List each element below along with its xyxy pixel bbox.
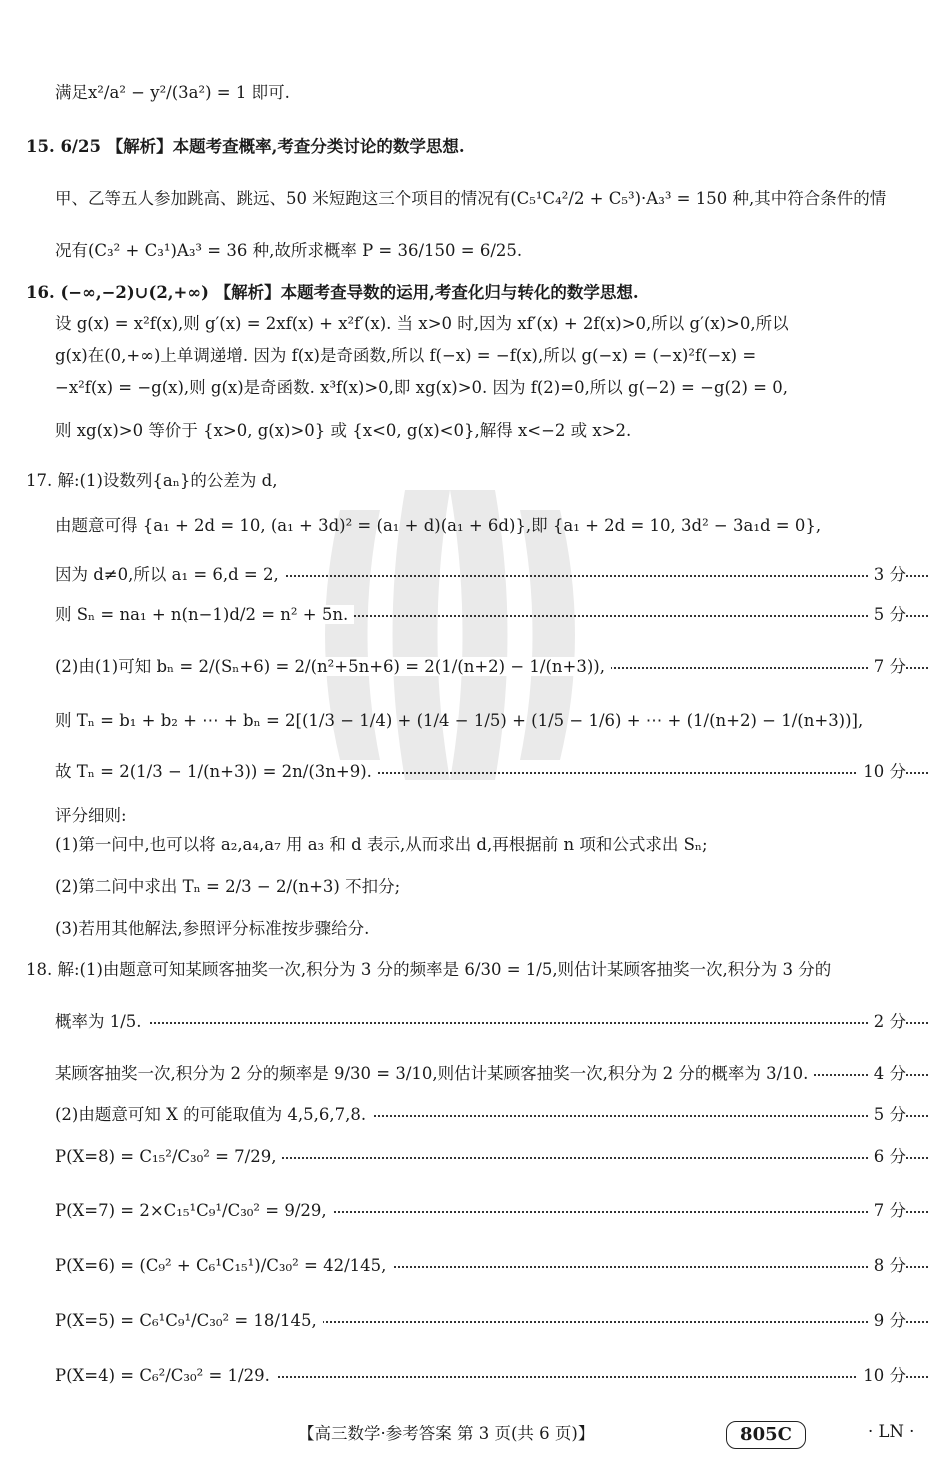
line-15: 故 Tₙ = 2(1/3 − 1/(n+3)) = 2n/(3n+9).: [55, 762, 378, 781]
line-12: 则 Sₙ = na₁ + n(n−1)d/2 = n² + 5n.: [55, 605, 354, 624]
line-18: (2)第二问中求出 Tₙ = 2/3 − 2/(n+3) 不扣分;: [55, 877, 401, 896]
score-28: 10 分: [857, 1365, 906, 1387]
score-27: 9 分: [868, 1310, 906, 1332]
score-24: 6 分: [868, 1146, 906, 1168]
scored-line: [55, 604, 928, 626]
scored-line: [55, 1255, 928, 1277]
line-22: 某顾客抽奖一次,积分为 2 分的频率是 9/30 = 3/10,则估计某顾客抽奖一次,积分为 2 分的概率为 3/10.: [55, 1064, 814, 1083]
score-22: 4 分: [868, 1063, 906, 1085]
line-13: (2)由(1)可知 bₙ = 2/(Sₙ+6) = 2/(n²+5n+6) = 2(1/(n+2) − 1/(n+3)),: [55, 657, 611, 676]
line-26: P(X=6) = (C₉² + C₆¹C₁₅¹)/C₃₀² = 42/145,: [55, 1256, 392, 1275]
line-4: 16. (−∞,−2)∪(2,+∞) 【解析】本题考查导数的运用,考查化归与转化的数学思想.: [26, 283, 639, 302]
line-6: g(x)在(0,+∞)上单调递增. 因为 f(x)是奇函数,所以 f(−x) = −f(x),所以 g(−x) = (−x)²f(−x) =: [55, 346, 757, 365]
score-15: 10 分: [857, 761, 906, 783]
line-0: 满足x²/a² − y²/(3a²) = 1 即可.: [55, 83, 290, 102]
line-3: 况有(C₃² + C₃¹)A₃³ = 36 种,故所求概率 P = 36/150 = 6/25.: [55, 241, 523, 260]
line-24: P(X=8) = C₁₅²/C₃₀² = 7/29,: [55, 1147, 282, 1166]
line-28: P(X=4) = C₆²/C₃₀² = 1/29.: [55, 1366, 276, 1385]
footer-title: 【高三数学·参考答案 第 3 页(共 6 页)】: [298, 1424, 595, 1443]
region-mark: · LN ·: [868, 1422, 915, 1441]
line-27: P(X=5) = C₆¹C₉¹/C₃₀² = 18/145,: [55, 1311, 323, 1330]
scored-line: [55, 1365, 928, 1387]
line-9: 17. 解:(1)设数列{aₙ}的公差为 d,: [26, 471, 278, 490]
line-23: (2)由题意可知 X 的可能取值为 4,5,6,7,8.: [55, 1105, 372, 1124]
score-12: 5 分: [868, 604, 906, 626]
scored-line: [55, 564, 928, 586]
score-25: 7 分: [868, 1200, 906, 1222]
scored-line: [55, 761, 928, 783]
line-25: P(X=7) = 2×C₁₅¹C₉¹/C₃₀² = 9/29,: [55, 1201, 333, 1220]
scored-line: [55, 1146, 928, 1168]
scored-line: [55, 1063, 928, 1085]
line-7: −x²f(x) = −g(x),则 g(x)是奇函数. x³f(x)>0,即 xg(x)>0. 因为 f(2)=0,所以 g(−2) = −g(2) = 0,: [55, 378, 788, 397]
score-23: 5 分: [868, 1104, 906, 1126]
paper-code-badge: 805C: [726, 1421, 806, 1449]
line-17: (1)第一问中,也可以将 a₂,a₄,a₇ 用 a₃ 和 d 表示,从而求出 d,再根据前 n 项和公式求出 Sₙ;: [55, 835, 708, 854]
line-14: 则 Tₙ = b₁ + b₂ + ⋯ + bₙ = 2[(1/3 − 1/4) + (1/4 − 1/5) + (1/5 − 1/6) + ⋯ + (1/(n+2) − 1/(n+3))],: [55, 711, 864, 730]
line-21: 概率为 1/5.: [55, 1012, 148, 1031]
line-5: 设 g(x) = x²f(x),则 g′(x) = 2xf(x) + x²f′(x). 当 x>0 时,因为 xf′(x) + 2f(x)>0,所以 g′(x)>0,所以: [55, 314, 789, 333]
score-13: 7 分: [868, 656, 906, 678]
line-16: 评分细则:: [55, 806, 127, 825]
score-21: 2 分: [868, 1011, 906, 1033]
line-10: 由题意可得 {a₁ + 2d = 10, (a₁ + 3d)² = (a₁ + d)(a₁ + 6d)},即 {a₁ + 2d = 10, 3d² − 3a₁d = 0},: [55, 516, 822, 535]
score-11: 3 分: [868, 564, 906, 586]
line-1: 15. 6/25 【解析】本题考查概率,考查分类讨论的数学思想.: [26, 137, 465, 156]
line-8: 则 xg(x)>0 等价于 {x>0, g(x)>0} 或 {x<0, g(x)<0},解得 x<−2 或 x>2.: [55, 421, 632, 440]
scored-line: [55, 656, 928, 678]
line-19: (3)若用其他解法,参照评分标准按步骤给分.: [55, 919, 370, 938]
line-20: 18. 解:(1)由题意可知某顾客抽奖一次,积分为 3 分的频率是 6/30 = 1/5,则估计某顾客抽奖一次,积分为 3 分的: [26, 960, 832, 979]
score-26: 8 分: [868, 1255, 906, 1277]
scored-line: [55, 1104, 928, 1126]
scored-line: [55, 1310, 928, 1332]
scored-line: [55, 1200, 928, 1222]
line-11: 因为 d≠0,所以 a₁ = 6,d = 2,: [55, 565, 285, 584]
scored-line: [55, 1011, 928, 1033]
line-2: 甲、乙等五人参加跳高、跳远、50 米短跑这三个项目的情况有(C₅¹C₄²/2 + C₅³)·A₃³ = 150 种,其中符合条件的情: [55, 189, 887, 208]
